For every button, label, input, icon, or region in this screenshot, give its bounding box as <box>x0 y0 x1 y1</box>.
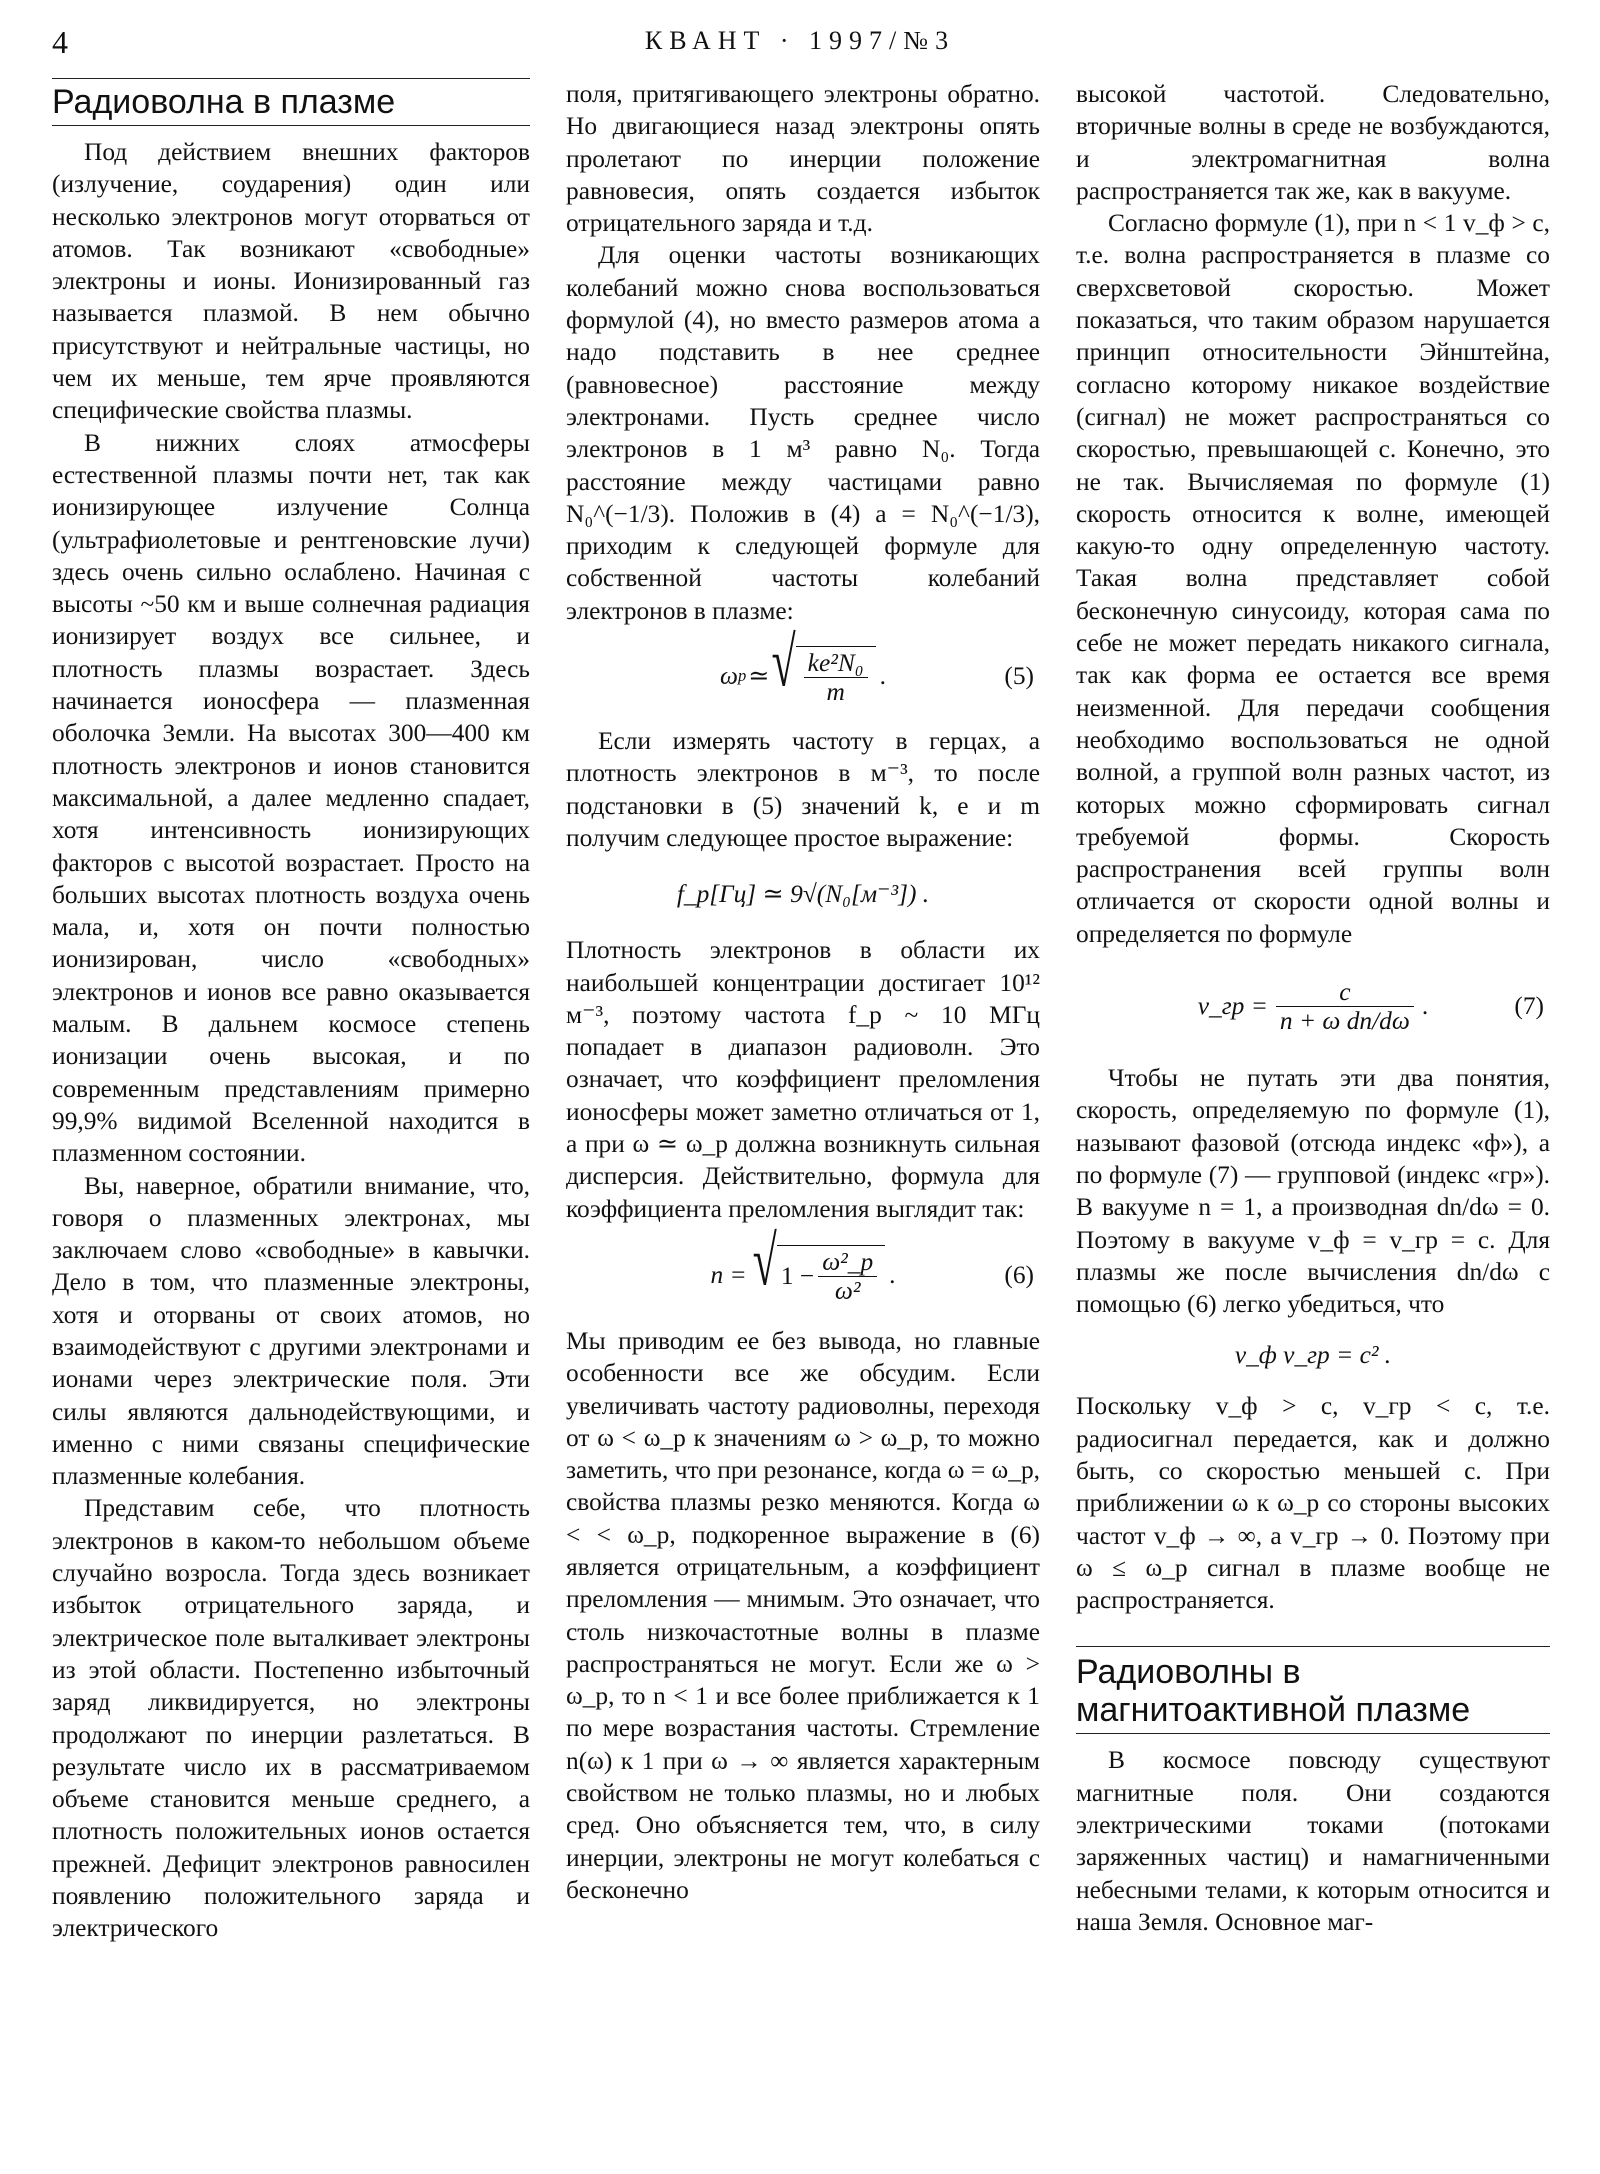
paragraph: Чтобы не путать эти два понятия, скорость, определяемую по формуле (1), называют фазовой (отсюда индекс «ф»), а по формуле (7) — групповой (индекс «гр»). В вакууме n = 1, а производная dn/dω = 0. Поэтому в вакууме v_ф = v_гр = c. Для плазмы же после вычисления dn/dω с помощью (6) легко убедиться, что <box>1076 1064 1550 1319</box>
column-3 <box>1076 78 1550 2148</box>
formula-7-numerator: c <box>1276 978 1414 1007</box>
paragraph: высокой частотой. Следовательно, вторичные волны в среде не возбуждаются, и электромагнитная волна распространяется так же, как в вакууме. <box>1076 80 1550 205</box>
formula-5-period: . <box>879 661 886 690</box>
running-header: КВАНТ · 1997/№3 <box>644 26 956 55</box>
paragraph: Представим себе, что плотность электронов в каком-то небольшом объеме случайно возросла. Тогда здесь возникает избыток отрицательного заряда, и электрическое поле выталкивает электроны из этой области. Постепенно избыточный заряд ликвидируется, но электроны продолжают по инерции разлетаться. В результате число их в рассматриваемом объеме становится меньше среднего, а плотность положительных ионов остается прежней. Дефицит электронов равносилен появлению положительного заряда и электрического <box>52 1494 530 1943</box>
formula-5-numerator: ke²N₀ <box>804 649 868 678</box>
page-number: 4 <box>52 24 68 60</box>
section-title-plasma: Радиоволна в плазме <box>52 78 530 126</box>
formula-6-sqrt <box>752 1222 885 1305</box>
formula-5 <box>566 623 1040 725</box>
column-2 <box>566 78 1040 2148</box>
paragraph: Поскольку v_ф > c, v_гр < c, т.е. радиосигнал передается, как и должно быть, со скоростью меньшей c. При приближении ω к ω_p со стороны высоких частот v_ф → ∞, а v_гр → 0. Поэтому при ω ≤ ω_p сигнал в плазме вообще не распространяется. <box>1076 1392 1550 1615</box>
sqrt-sign-icon: √ <box>752 1222 777 1301</box>
formula-5-sub: p <box>737 665 747 685</box>
formula-fp <box>566 854 1040 934</box>
formula-6-numerator: ω²_p <box>818 1248 877 1277</box>
formula-6-period: . <box>889 1260 896 1289</box>
paragraph: поля, притягивающего электроны обратно. Но двигающиеся назад электроны опять пролетают по инерции положение равновесия, опять создается избыток отрицательного заряда и т.д. <box>566 80 1040 238</box>
paragraph: В нижних слоях атмосферы естественной плазмы почти нет, так как ионизирующее излучение Солнца (ультрафиолетовые и рентгеновские лучи) здесь очень сильно ослаблено. Начиная с высоты ~50 км и выше солнечная радиация ионизирует воздух все сильнее, и плотность плазмы возрастает. Здесь начинается ионосфера — плазменная оболочка Земли. На высотах 300—400 км плотность электронов и ионов становится максимальной, а далее медленно спадает, хотя интенсивность ионизирующих факторов с высотой возрастает. Просто на больших высотах плотность воздуха очень мала, и, хотя он почти полностью ионизирован, число «свободных» электронов и ионов все равно оказывается малым. В дальнем космосе степень ионизации очень высокая, и по современным представлениям примерно 99,9% видимой Вселенной находится в плазменном состоянии. <box>52 428 530 1168</box>
paragraph: Если измерять частоту в герцах, а плотность электронов в м⁻³, то после подстановки в (5) значений k, e и m получим следующее простое выражение: <box>566 727 1040 852</box>
formula-6-left: n = <box>710 1260 747 1289</box>
column-1 <box>52 78 530 2148</box>
section-title-magnetoactive: Радиоволны в магнитоактивной плазме <box>1076 1646 1550 1734</box>
formula-5-approx: ≃ <box>748 661 770 690</box>
formula-6-number: (6) <box>1004 1260 1034 1289</box>
paragraph: Под действием внешних факторов (излучение, соударения) один или несколько электронов могут оторваться от атомов. Так возникают «свободные» электроны и ионы. Ионизированный газ называется плазмой. В нем обычно присутствуют и нейтральные частицы, но чем их меньше, тем ярче проявляются специфические свойства плазмы. <box>52 138 530 425</box>
formula-5-denominator: m <box>826 678 845 707</box>
formula-7 <box>1076 950 1550 1062</box>
formula-vv-text: v_ф v_гр = c² . <box>1234 1341 1392 1370</box>
formula-7-left: v_гр = <box>1197 991 1268 1020</box>
formula-5-number: (5) <box>1004 661 1034 690</box>
formula-6-denominator: ω² <box>834 1276 861 1305</box>
paragraph: Мы приводим ее без вывода, но главные особенности все же обсудим. Если увеличивать частоту радиоволны, переходя от ω < ω_p к значениям ω > ω_p, то можно заметить, что при резонансе, когда ω = ω_p, свойства плазмы резко меняются. Когда ω < < ω_p, подкоренное выражение в (6) является отрицательным, а коэффициент преломления — мнимым. Это означает, что столь низкочастотные волны в плазме распространяться не могут. Если же ω > ω_p, то n < 1 и все более приближается к 1 по мере возрастания частоты. Стремление n(ω) к 1 при ω → ∞ является характерным свойством не только плазмы, но и любых сред. Оно объясняется тем, что, в силу инерции, электроны не могут колебаться с бесконечно <box>566 1326 1040 1904</box>
formula-6 <box>566 1222 1040 1325</box>
formula-5-omega: ω <box>720 661 738 690</box>
paragraph: Вы, наверное, обратили внимание, что, говоря о плазменных электронах, мы заключаем слово «свободные» в кавычки. Дело в том, что плазменные электроны, хотя и оторваны от своих атомов, но взаимодействуют с другими электронами и ионами через электрические поля. Эти силы являются дальнодействующими, и именно с ними связаны специфические плазменные колебания. <box>52 1171 530 1491</box>
formula-fp-text: f_p[Гц] ≃ 9√(N₀[м⁻³]) . <box>676 880 930 909</box>
sqrt-sign-icon: √ <box>771 623 796 702</box>
paragraph: Для оценки частоты возникающих колебаний можно снова воспользоваться формулой (4), но вместо размеров атома a надо подставить в нее среднее (равновесное) расстояние между электронами. Пусть среднее число электронов в 1 м³ равно N₀. Тогда расстояние между частицами равно N₀^(−1/3). Положив в (4) a = N₀^(−1/3), приходим к следующей формуле для собственной частоты колебаний электронов в плазме: <box>566 241 1040 625</box>
paragraph: В космосе повсюду существуют магнитные поля. Они создаются электрическими токами (потоками заряженных частиц) и намагниченными небесными телами, к которым относится и наша Земля. Основное маг- <box>1076 1746 1550 1936</box>
paragraph: Согласно формуле (1), при n < 1 v_ф > c, т.е. волна распространяется в плазме со сверхсветовой скоростью. Может показаться, что таким образом нарушается принцип относительности Эйнштейна, согласно которому никакое воздействие (сигнал) не может распространяться со скоростью, превышающей c. Конечно, это не так. Вычисляемая по формуле (1) скорость относится к волне, имеющей какую-то одну определенную частоту. Такая волна представляет собой бесконечную синусоиду, которая сама по себе не может передать никакого сигнала, так как форма ее остается все время неизменной. Для передачи сообщения необходимо воспользоваться не одной волной, а группой волн разных частот, из которых можно сформировать сигнал требуемой формы. Скорость распространения всей группы волн отличается от скорости одной волны и определяется по формуле <box>1076 209 1550 948</box>
formula-7-period: . <box>1421 991 1429 1020</box>
paragraph: Плотность электронов в области их наибольшей концентрации достигает 10¹² м⁻³, поэтому частота f_p ~ 10 МГц попадает в диапазон радиоволн. Это означает, что коэффициент преломления ионосферы может заметно отличаться от 1, а при ω ≃ ω_p должна возникнуть сильная дисперсия. Действительно, формула для коэффициента преломления выглядит так: <box>566 936 1040 1223</box>
formula-vv <box>1076 1320 1550 1390</box>
formula-7-number: (7) <box>1514 991 1544 1020</box>
formula-7-denominator: n + ω dn/dω <box>1279 1006 1410 1035</box>
formula-5-sqrt <box>771 623 876 707</box>
formula-6-one: 1 − <box>780 1262 815 1291</box>
